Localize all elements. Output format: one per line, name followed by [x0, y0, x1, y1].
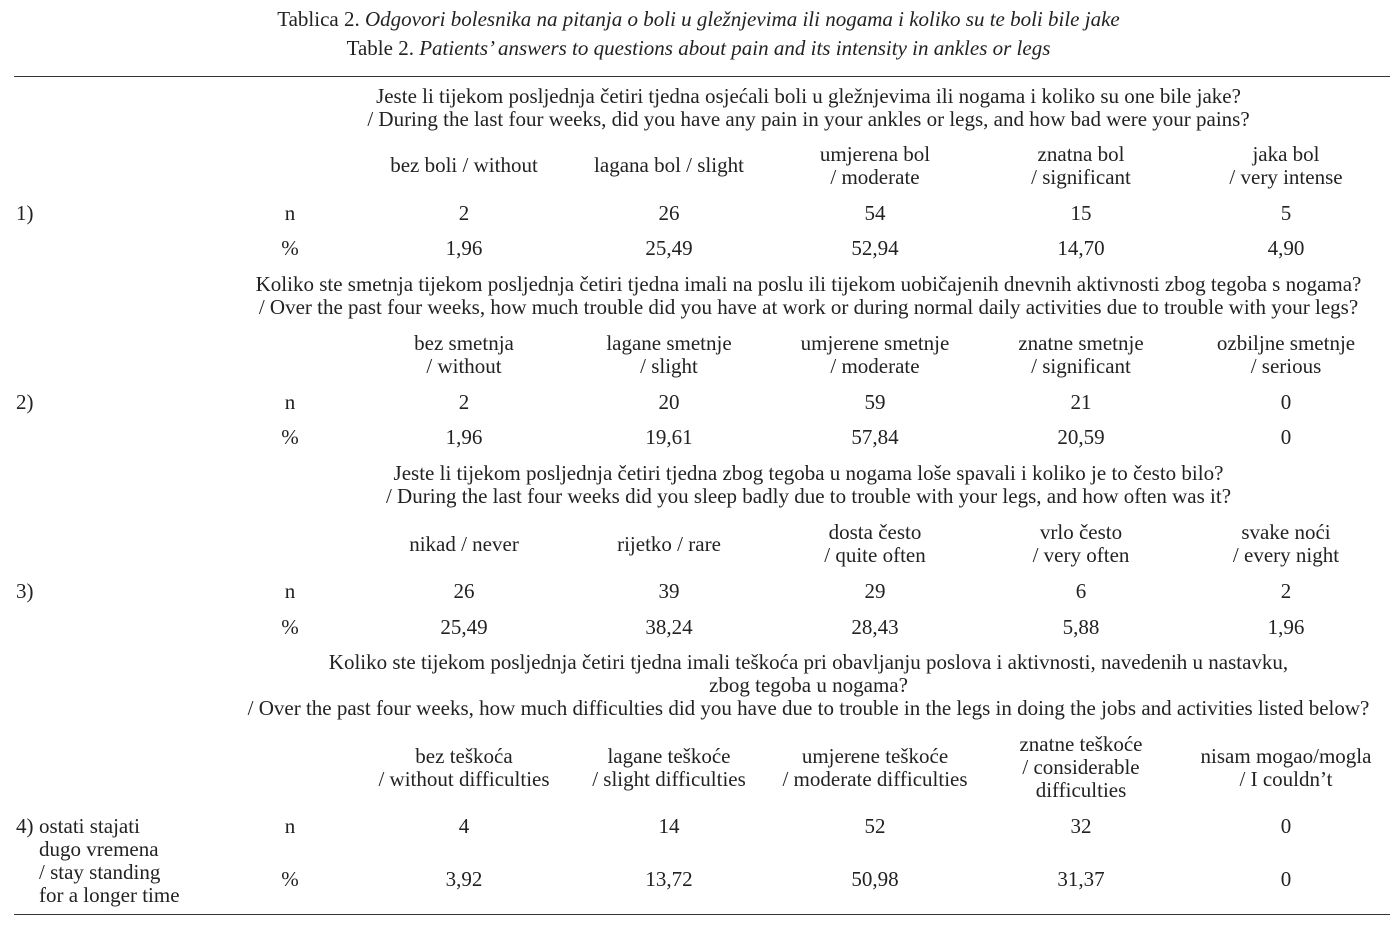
column-header: znatna bol / significant: [1031, 142, 1131, 189]
n-cell: 2: [1280, 579, 1292, 603]
pct-cell: 25,49: [440, 615, 488, 639]
column-header: nisam mogao/mogla / I couldn’t: [1200, 744, 1372, 791]
n-cell: 4: [458, 814, 470, 838]
n-label: n: [284, 814, 296, 838]
row-label-line: ostati stajati: [39, 814, 140, 838]
question-line: zbog tegoba u nogama?: [709, 673, 908, 697]
pct-cell: 57,84: [851, 425, 899, 449]
column-header: rijetko / rare: [617, 532, 721, 556]
section-number: 3): [16, 579, 34, 603]
pct-cell: 3,92: [445, 867, 483, 891]
table-top-rule: [14, 76, 1390, 77]
section-number: 4): [16, 814, 34, 838]
column-header: ozbiljne smetnje / serious: [1216, 331, 1356, 378]
column-header: znatne teškoće / considerable difficulties: [1019, 732, 1143, 802]
section-3-question: [0, 462, 1397, 508]
row-label-line: / stay standing: [39, 860, 161, 884]
pct-cell: 20,59: [1057, 425, 1105, 449]
n-cell: 6: [1075, 579, 1087, 603]
caption-hr-label: Tablica 2.: [277, 7, 360, 31]
question-line: Jeste li tijekom posljednja četiri tjedna osjećali boli u gležnjevima ili nogama i koliko su one bile jake?: [376, 84, 1241, 108]
section-2-question: [0, 273, 1397, 319]
caption-hr: [0, 8, 1397, 31]
row-label-line: for a longer time: [39, 883, 180, 907]
n-cell: 32: [1070, 814, 1092, 838]
pct-label: %: [281, 236, 299, 260]
question-line: / During the last four weeks did you sleep badly due to trouble with your legs, and how often was it?: [385, 484, 1232, 508]
n-cell: 21: [1070, 390, 1092, 414]
column-header: nikad / never: [409, 532, 519, 556]
pct-cell: 1,96: [445, 425, 483, 449]
column-header: znatne smetnje / significant: [1018, 331, 1144, 378]
n-cell: 14: [658, 814, 680, 838]
pct-cell: 38,24: [645, 615, 693, 639]
pct-label: %: [281, 615, 299, 639]
n-cell: 2: [458, 390, 470, 414]
column-header: bez boli / without: [390, 153, 538, 177]
n-cell: 29: [864, 579, 886, 603]
pct-label: %: [281, 867, 299, 891]
n-cell: 26: [658, 201, 680, 225]
column-header: svake noći / every night: [1232, 520, 1340, 567]
column-header: lagana bol / slight: [594, 153, 744, 177]
pct-cell: 25,49: [645, 236, 693, 260]
n-cell: 20: [658, 390, 680, 414]
question-line: / Over the past four weeks, how much difficulties did you have due to trouble in the legs in doing the jobs and activities listed below?: [247, 696, 1370, 720]
pct-cell: 0: [1280, 867, 1292, 891]
pct-cell: 13,72: [645, 867, 693, 891]
n-label: n: [284, 579, 296, 603]
column-header: bez teškoća / without difficulties: [378, 744, 550, 791]
row-label-line: dugo vremena: [39, 837, 159, 861]
pct-cell: 5,88: [1062, 615, 1100, 639]
table-bottom-rule: [14, 914, 1390, 915]
n-cell: 0: [1280, 814, 1292, 838]
n-label: n: [284, 201, 296, 225]
n-cell: 5: [1280, 201, 1292, 225]
column-header: jaka bol / very intense: [1229, 142, 1343, 189]
n-cell: 2: [458, 201, 470, 225]
section-1-question: [0, 85, 1397, 131]
column-header: lagane teškoće / slight difficulties: [592, 744, 746, 791]
n-cell: 0: [1280, 390, 1292, 414]
pct-cell: 4,90: [1267, 236, 1305, 260]
caption-en-text: Patients’ answers to questions about pain and its intensity in ankles or legs: [419, 36, 1051, 60]
pct-cell: 50,98: [851, 867, 899, 891]
n-cell: 59: [864, 390, 886, 414]
question-line: / During the last four weeks, did you have any pain in your ankles or legs, and how bad were your pains?: [367, 107, 1250, 131]
n-cell: 26: [453, 579, 475, 603]
section-4-question: [0, 651, 1397, 720]
n-cell: 15: [1070, 201, 1092, 225]
pct-cell: 1,96: [445, 236, 483, 260]
column-header: umjerene teškoće / moderate difficulties: [782, 744, 968, 791]
question-line: Jeste li tijekom posljednja četiri tjedna zbog tegoba u nogama loše spavali i koliko je to često bilo?: [393, 461, 1224, 485]
column-header: bez smetnja / without: [414, 331, 514, 378]
caption-en: [0, 37, 1397, 60]
n-label: n: [284, 390, 296, 414]
column-header: dosta često / quite often: [824, 520, 926, 567]
pct-cell: 31,37: [1057, 867, 1105, 891]
column-header: vrlo često / very often: [1032, 520, 1130, 567]
pct-label: %: [281, 425, 299, 449]
pct-cell: 1,96: [1267, 615, 1305, 639]
section-number: 1): [16, 201, 34, 225]
n-cell: 39: [658, 579, 680, 603]
question-line: Koliko ste tijekom posljednja četiri tjedna imali teškoća pri obavljanju poslova i aktivnosti, navedenih u nastavku,: [328, 650, 1289, 674]
caption-hr-text: Odgovori bolesnika na pitanja o boli u gležnjevima ili nogama i koliko su te boli bile jake: [365, 7, 1120, 31]
pct-cell: 19,61: [645, 425, 693, 449]
caption-en-label: Table 2.: [346, 36, 414, 60]
pct-cell: 28,43: [851, 615, 899, 639]
question-line: / Over the past four weeks, how much trouble did you have at work or during normal daily activities due to trouble with your legs?: [258, 295, 1359, 319]
n-cell: 54: [864, 201, 886, 225]
pct-cell: 0: [1280, 425, 1292, 449]
pct-cell: 52,94: [851, 236, 899, 260]
column-header: umjerena bol / moderate: [819, 142, 931, 189]
n-cell: 52: [864, 814, 886, 838]
question-line: Koliko ste smetnja tijekom posljednja četiri tjedna imali na poslu ili tijekom uobičajenih dnevnih aktivnosti zbog tegoba s nogama?: [255, 272, 1362, 296]
pct-cell: 14,70: [1057, 236, 1105, 260]
column-header: lagane smetnje / slight: [606, 331, 732, 378]
row-label: [39, 815, 180, 907]
column-header: umjerene smetnje / moderate: [800, 331, 950, 378]
section-number: 2): [16, 390, 34, 414]
